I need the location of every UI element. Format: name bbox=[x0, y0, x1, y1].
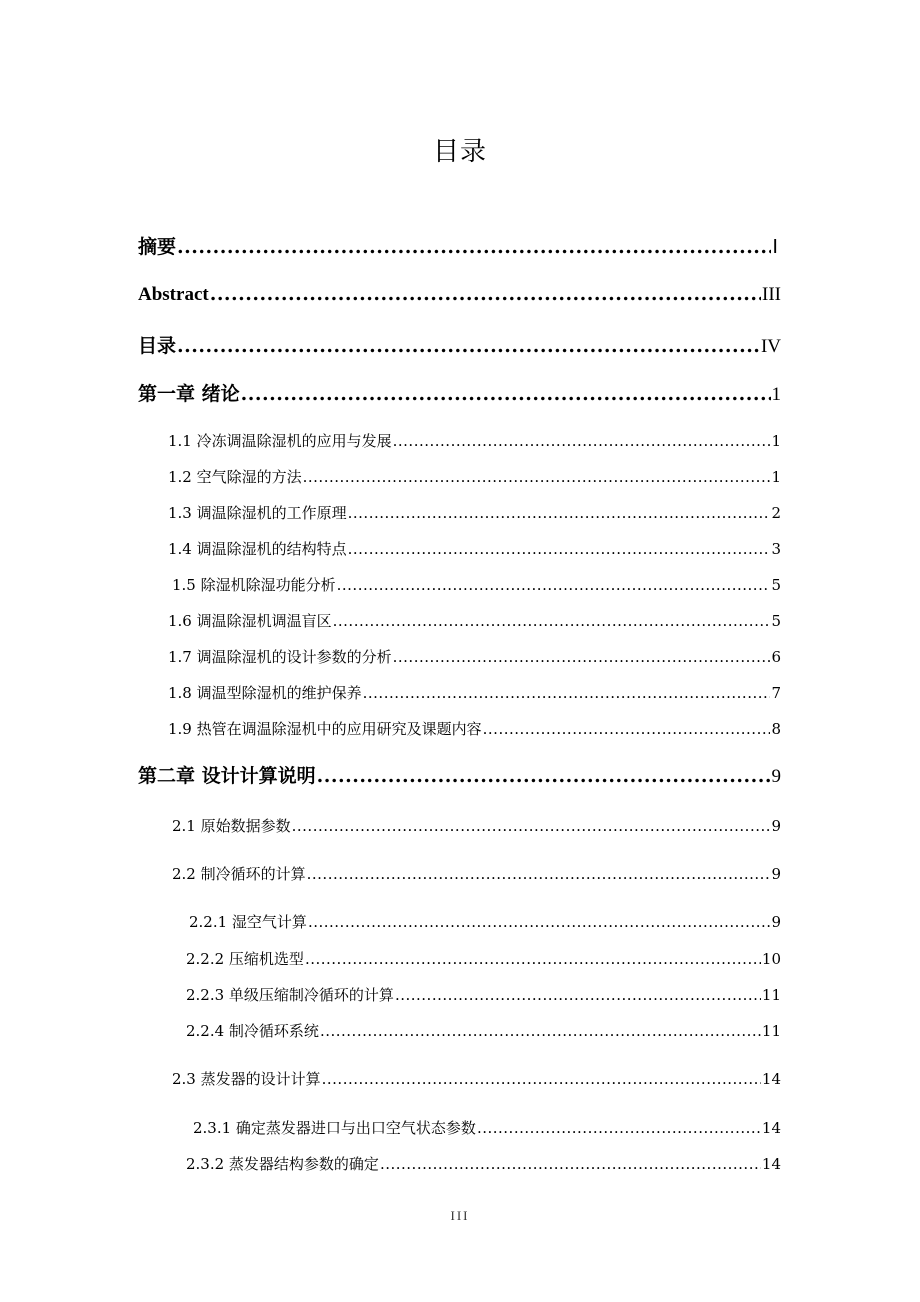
toc-label: 1.1 冷冻调温除湿机的应用与发展 bbox=[168, 432, 392, 450]
toc-label: 2.3.2 蒸发器结构参数的确定 bbox=[186, 1155, 379, 1173]
toc-leader bbox=[477, 1119, 761, 1137]
toc-label: 2.2.2 压缩机选型 bbox=[186, 950, 304, 968]
toc-label: 1.2 空气除湿的方法 bbox=[168, 468, 302, 486]
toc-entry-1-4[interactable] bbox=[168, 538, 781, 559]
page-title: 目录 bbox=[432, 137, 487, 167]
toc-page-number: 2 bbox=[771, 504, 781, 522]
toc-entry-2-2-2[interactable] bbox=[186, 948, 781, 969]
toc-page-number: 9 bbox=[771, 865, 781, 883]
toc-page-number: 9 bbox=[771, 817, 781, 835]
toc-entry-abstract-cn[interactable] bbox=[138, 232, 778, 259]
toc-entry-1-2[interactable] bbox=[168, 466, 781, 487]
toc-label: 2.2.3 单级压缩制冷循环的计算 bbox=[186, 986, 394, 1004]
toc-entry-1-6[interactable] bbox=[168, 610, 781, 631]
toc-leader bbox=[320, 1022, 761, 1040]
toc-entry-chapter-1[interactable] bbox=[138, 379, 781, 406]
toc-entry-2-2-4[interactable] bbox=[186, 1020, 781, 1041]
toc-label: 1.5 除湿机除湿功能分析 bbox=[172, 576, 336, 594]
toc-label: 2.2 制冷循环的计算 bbox=[172, 865, 306, 883]
toc-page-number: 1 bbox=[771, 384, 781, 405]
toc-page-number: Ⅰ bbox=[772, 237, 778, 258]
toc-leader bbox=[348, 540, 771, 558]
toc-leader bbox=[241, 383, 771, 405]
toc-leader bbox=[348, 504, 771, 522]
toc-entry-1-9[interactable] bbox=[168, 718, 781, 739]
toc-entry-1-7[interactable] bbox=[168, 646, 781, 667]
toc-page-number: 3 bbox=[771, 540, 781, 558]
toc-leader bbox=[483, 720, 771, 738]
toc-label: 1.3 调温除湿机的工作原理 bbox=[168, 504, 347, 522]
toc-entry-2-2[interactable] bbox=[172, 863, 781, 884]
toc-leader bbox=[307, 865, 771, 883]
toc-page-number: 1 bbox=[771, 468, 781, 486]
toc-leader bbox=[177, 335, 760, 357]
toc-leader bbox=[393, 432, 771, 450]
toc-page-number: 7 bbox=[771, 684, 781, 702]
toc-label: 1.9 热管在调温除湿机中的应用研究及课题内容 bbox=[168, 720, 482, 738]
toc-label: 2.2.4 制冷循环系统 bbox=[186, 1022, 319, 1040]
toc-entry-contents[interactable] bbox=[138, 331, 781, 358]
toc-label: 2.1 原始数据参数 bbox=[172, 817, 291, 835]
toc-entry-2-3-1[interactable] bbox=[193, 1117, 781, 1138]
toc-leader bbox=[308, 913, 771, 931]
toc-entry-2-1[interactable] bbox=[172, 815, 781, 836]
toc-label: 2.2.1 湿空气计算 bbox=[189, 913, 307, 931]
toc-label: 1.6 调温除湿机调温盲区 bbox=[168, 612, 332, 630]
toc-entry-1-1[interactable] bbox=[168, 430, 781, 451]
toc-leader bbox=[337, 576, 771, 594]
toc-leader bbox=[305, 950, 761, 968]
toc-page-number: 9 bbox=[771, 766, 781, 787]
toc-label: Abstract bbox=[138, 284, 209, 305]
toc-label: 第二章 设计计算说明 bbox=[138, 765, 316, 787]
toc-leader bbox=[393, 648, 771, 666]
toc-label: 摘要 bbox=[138, 236, 177, 258]
toc-page-number: 11 bbox=[761, 1022, 781, 1040]
toc-leader bbox=[333, 612, 771, 630]
toc-label: 1.8 调温型除湿机的维护保养 bbox=[168, 684, 362, 702]
toc-leader bbox=[322, 1070, 761, 1088]
toc-leader bbox=[363, 684, 771, 702]
toc-entry-2-3-2[interactable] bbox=[186, 1153, 781, 1174]
toc-page-number: 10 bbox=[761, 950, 781, 968]
toc-entry-2-2-3[interactable] bbox=[186, 984, 781, 1005]
toc-entry-2-3[interactable] bbox=[172, 1068, 781, 1089]
toc-page-number: 14 bbox=[761, 1155, 781, 1173]
toc-leader bbox=[380, 1155, 761, 1173]
toc-page-number: 14 bbox=[761, 1119, 781, 1137]
toc-entry-2-2-1[interactable] bbox=[189, 911, 781, 932]
toc-leader bbox=[292, 817, 771, 835]
toc-label: 第一章 绪论 bbox=[138, 383, 240, 405]
toc-page-number: 1 bbox=[771, 432, 781, 450]
toc-page-number: 5 bbox=[771, 576, 781, 594]
toc-page-number: III bbox=[762, 284, 781, 305]
toc-entry-1-8[interactable] bbox=[168, 682, 781, 703]
toc-entry-1-5[interactable] bbox=[172, 574, 781, 595]
toc-label: 1.4 调温除湿机的结构特点 bbox=[168, 540, 347, 558]
toc-page-number: 8 bbox=[771, 720, 781, 738]
toc-leader bbox=[317, 765, 771, 787]
toc-page-number: 11 bbox=[761, 986, 781, 1004]
toc-label: 2.3.1 确定蒸发器进口与出口空气状态参数 bbox=[193, 1119, 476, 1137]
toc-leader bbox=[303, 468, 771, 486]
toc-page-number: 9 bbox=[771, 913, 781, 931]
toc-entry-chapter-2[interactable] bbox=[138, 761, 781, 788]
page-footer-number: III bbox=[450, 1208, 470, 1223]
toc-leader bbox=[177, 236, 771, 258]
toc-page-number: IV bbox=[760, 336, 781, 357]
toc-label: 1.7 调温除湿机的设计参数的分析 bbox=[168, 648, 392, 666]
toc-page-number: 5 bbox=[771, 612, 781, 630]
toc-leader bbox=[210, 283, 761, 305]
toc-label: 2.3 蒸发器的设计计算 bbox=[172, 1070, 321, 1088]
toc-leader bbox=[395, 986, 761, 1004]
toc-entry-abstract-en[interactable] bbox=[138, 283, 781, 306]
toc-page-number: 14 bbox=[761, 1070, 781, 1088]
toc-label: 目录 bbox=[138, 335, 177, 357]
toc-page-number: 6 bbox=[771, 648, 781, 666]
toc-entry-1-3[interactable] bbox=[168, 502, 781, 523]
